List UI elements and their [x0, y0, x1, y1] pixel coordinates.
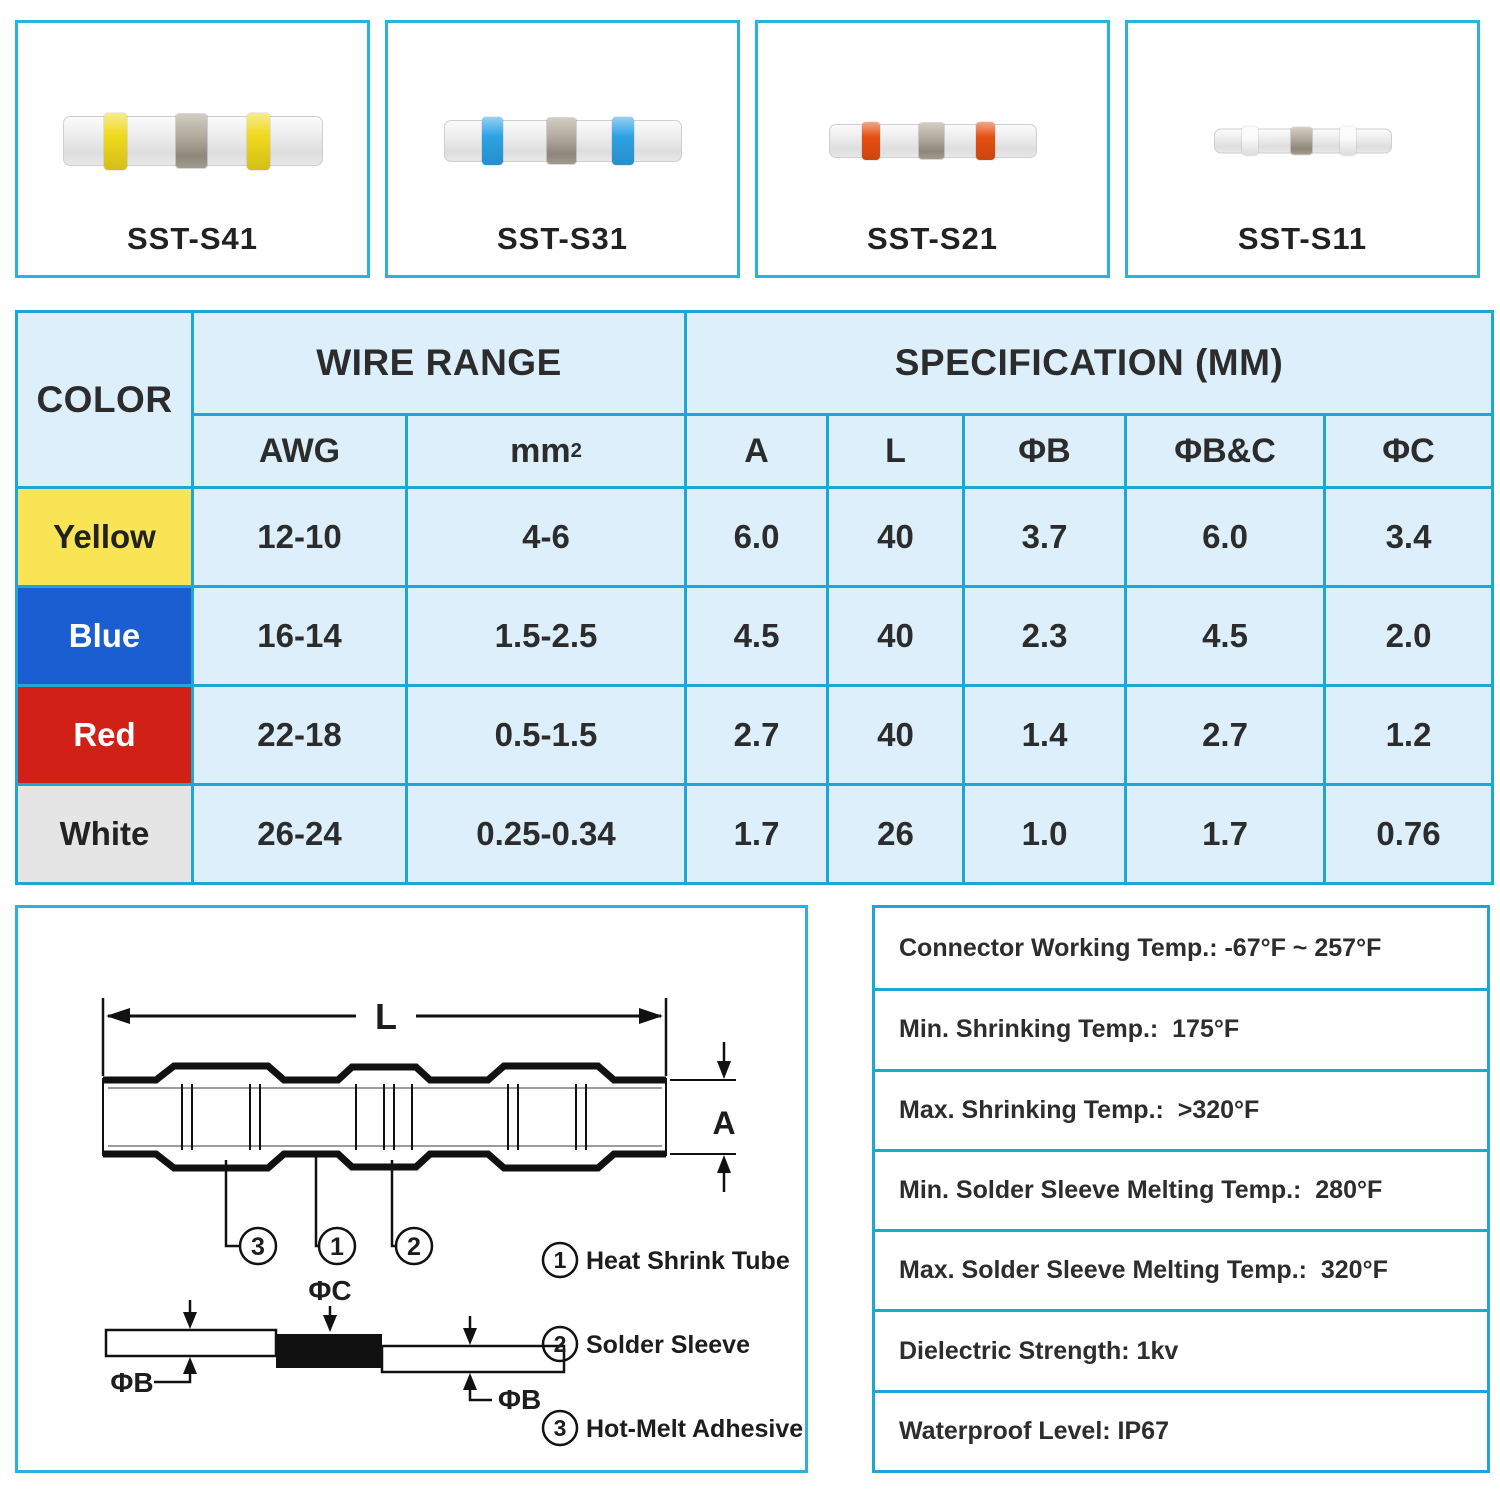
- cell-blue-awg: 16-14: [194, 588, 405, 684]
- svg-text:1: 1: [553, 1247, 567, 1273]
- connector-band-right: [247, 113, 270, 170]
- cell-blue-mm2: 1.5-2.5: [408, 588, 684, 684]
- diagram-legend: [543, 1243, 803, 1445]
- dim-a-label: A: [712, 1105, 736, 1141]
- product-card-sst-s31: [385, 20, 740, 278]
- row-label-red: Red: [18, 687, 191, 783]
- connector-image-white: [1214, 129, 1392, 154]
- info-row-min-shrink-temp: Min. Shrinking Temp.: 175°F: [875, 988, 1487, 1068]
- connector-band-right: [976, 122, 995, 161]
- cell-red-awg: 22-18: [194, 687, 405, 783]
- cell-red-phi-c: 1.2: [1326, 687, 1491, 783]
- info-row-working-temp: Connector Working Temp.: -67°F ~ 257°F: [899, 933, 1382, 962]
- svg-text:2: 2: [553, 1331, 567, 1357]
- cell-blue-l: 40: [829, 588, 962, 684]
- callout-2: 2: [407, 1233, 421, 1261]
- column-header-phi-b: ΦB: [965, 416, 1124, 486]
- cell-white-phi-bc: 1.7: [1127, 786, 1323, 882]
- cell-yellow-phi-bc: 6.0: [1127, 489, 1323, 585]
- cell-red-phi-bc: 2.7: [1127, 687, 1323, 783]
- column-header-phi-c: ΦC: [1326, 416, 1491, 486]
- callout-leaders: [226, 1156, 432, 1264]
- info-row-dielectric-strength: Dielectric Strength: 1kv: [875, 1309, 1487, 1389]
- product-model-label: SST-S21: [866, 221, 999, 256]
- cell-blue-a: 4.5: [687, 588, 826, 684]
- dimension-diagram-box: [15, 905, 808, 1473]
- info-row-waterproof-level: Waterproof Level: IP67: [875, 1390, 1487, 1470]
- cell-blue-phi-b: 2.3: [965, 588, 1124, 684]
- column-header-specification: SPECIFICATION (MM): [687, 313, 1491, 413]
- column-header-awg: AWG: [194, 416, 405, 486]
- legend-item-hot-melt-adhesive: [543, 1411, 803, 1445]
- specification-table: [15, 310, 1494, 885]
- cell-white-a: 1.7: [687, 786, 826, 882]
- cell-white-phi-c: 0.76: [1326, 786, 1491, 882]
- connector-band-left: [1242, 127, 1258, 156]
- column-header-color: COLOR: [18, 313, 191, 486]
- callout-1: 1: [330, 1233, 344, 1261]
- connector-image-red: [829, 124, 1037, 158]
- tube-profile: [103, 1066, 666, 1168]
- dim-phi-c-label: ΦC: [308, 1275, 352, 1306]
- legend-item-solder-sleeve: [543, 1327, 750, 1361]
- legend-item-heat-shrink-tube: [543, 1243, 790, 1277]
- dim-phi-b-left-label: ΦB: [110, 1367, 154, 1398]
- product-model-label: SST-S41: [126, 221, 259, 256]
- svg-text:Hot-Melt Adhesive: Hot-Melt Adhesive: [586, 1415, 804, 1443]
- solder-ring: [547, 118, 576, 163]
- temperature-spec-panel: [872, 905, 1490, 1473]
- product-model-label: SST-S11: [1237, 221, 1368, 256]
- column-header-wire-range: WIRE RANGE: [194, 313, 684, 413]
- cell-red-mm2: 0.5-1.5: [408, 687, 684, 783]
- row-label-blue: Blue: [18, 588, 191, 684]
- product-model-label: SST-S31: [496, 221, 629, 256]
- cell-yellow-phi-c: 3.4: [1326, 489, 1491, 585]
- column-header-phi-bc: ΦB&C: [1127, 416, 1323, 486]
- product-card-sst-s21: [755, 20, 1110, 278]
- connector-band-right: [612, 117, 633, 165]
- cell-white-mm2: 0.25-0.34: [408, 786, 684, 882]
- info-row-min-solder-melt: Min. Solder Sleeve Melting Temp.: 280°F: [875, 1149, 1487, 1229]
- cell-red-a: 2.7: [687, 687, 826, 783]
- connector-band-right: [1340, 127, 1356, 156]
- cell-blue-phi-c: 2.0: [1326, 588, 1491, 684]
- cell-yellow-phi-b: 3.7: [965, 489, 1124, 585]
- wire-cross-section: [106, 1275, 564, 1415]
- column-header-mm2: mm 2: [408, 416, 684, 486]
- cell-yellow-l: 40: [829, 489, 962, 585]
- cell-red-l: 40: [829, 687, 962, 783]
- connector-image-yellow: [63, 116, 323, 166]
- cell-white-phi-b: 1.0: [965, 786, 1124, 882]
- cell-white-awg: 26-24: [194, 786, 405, 882]
- connector-band-left: [862, 122, 881, 161]
- dim-phi-b-right-label: ΦB: [498, 1384, 542, 1415]
- product-card-sst-s11: [1125, 20, 1480, 278]
- solder-ring: [919, 123, 944, 160]
- row-label-yellow: Yellow: [18, 489, 191, 585]
- callout-3: 3: [251, 1233, 265, 1261]
- column-header-l: L: [829, 416, 962, 486]
- connector-image-blue: [444, 120, 682, 162]
- info-row-max-shrink-temp: Max. Shrinking Temp.: >320°F: [875, 1069, 1487, 1149]
- connector-band-left: [482, 117, 503, 165]
- product-card-sst-s41: [15, 20, 370, 278]
- cell-red-phi-b: 1.4: [965, 687, 1124, 783]
- cell-blue-phi-bc: 4.5: [1127, 588, 1323, 684]
- column-header-a: A: [687, 416, 826, 486]
- connector-dimension-diagram: [18, 908, 805, 1470]
- cell-white-l: 26: [829, 786, 962, 882]
- solder-ring: [176, 114, 207, 168]
- svg-text:Solder Sleeve: Solder Sleeve: [586, 1331, 750, 1359]
- cell-yellow-awg: 12-10: [194, 489, 405, 585]
- svg-text:3: 3: [553, 1415, 567, 1441]
- dim-l-label: L: [375, 996, 397, 1037]
- connector-band-left: [104, 113, 127, 170]
- svg-text:Heat Shrink Tube: Heat Shrink Tube: [586, 1247, 790, 1275]
- row-label-white: White: [18, 786, 191, 882]
- info-row-max-solder-melt: Max. Solder Sleeve Melting Temp.: 320°F: [875, 1229, 1487, 1309]
- cell-yellow-a: 6.0: [687, 489, 826, 585]
- dimension-a: [670, 1042, 736, 1192]
- cell-yellow-mm2: 4-6: [408, 489, 684, 585]
- solder-ring: [1291, 128, 1312, 155]
